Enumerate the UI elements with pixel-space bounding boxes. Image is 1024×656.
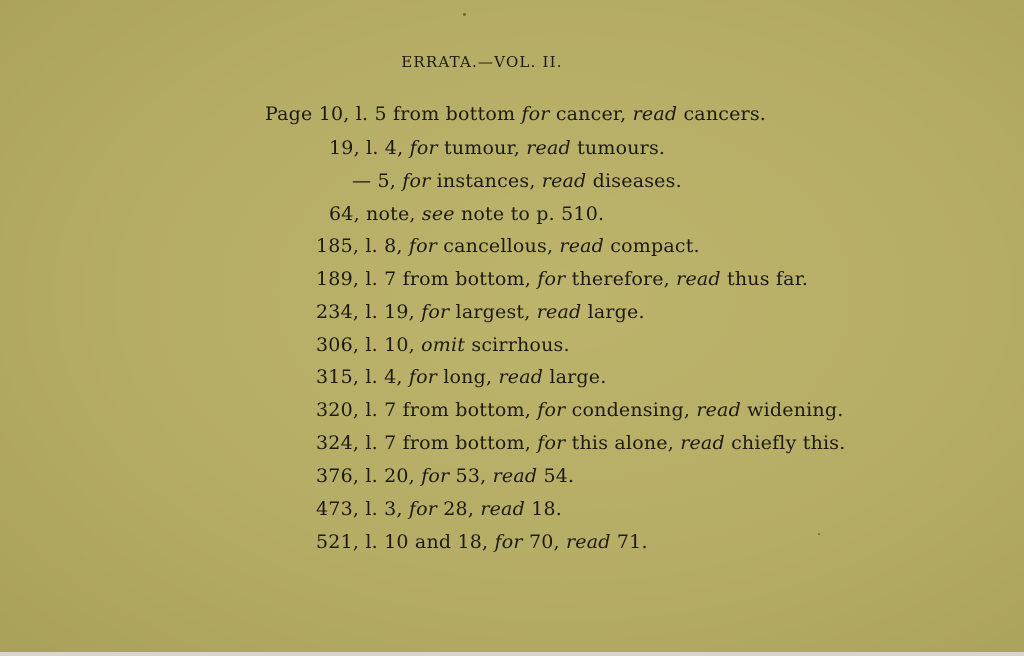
entry-instruction: read	[498, 366, 544, 388]
errata-entry	[265, 103, 766, 125]
entry-location: — 5,	[352, 170, 403, 192]
entry-correction: chiefly this.	[724, 432, 846, 454]
entry-instruction: for	[408, 366, 438, 388]
entry-original: tumour,	[437, 137, 527, 159]
errata-entry	[316, 334, 570, 356]
entry-original: 53,	[449, 465, 493, 487]
errata-entry	[316, 301, 645, 323]
entry-original: long,	[437, 366, 499, 388]
entry-original: note to p. 510.	[454, 203, 605, 225]
entry-correction: compact.	[604, 235, 700, 257]
entry-instruction: for	[537, 268, 566, 290]
entry-original: scirrhous.	[465, 334, 570, 356]
entry-instruction: for	[521, 103, 550, 125]
entry-instruction: read	[541, 170, 587, 192]
entry-instruction: read	[680, 432, 725, 454]
paper-speck	[818, 533, 820, 535]
errata-entry	[316, 399, 843, 421]
errata-entry	[316, 432, 846, 454]
entry-location: 19, l. 4,	[329, 137, 410, 159]
entry-instruction: read	[492, 465, 538, 487]
entry-original: condensing,	[565, 399, 697, 421]
entry-correction: 54.	[537, 465, 575, 487]
entry-location: 376, l. 20,	[316, 465, 422, 487]
entry-instruction: read	[696, 399, 741, 421]
entry-original: therefore,	[565, 268, 677, 290]
entry-correction: diseases.	[586, 170, 682, 192]
errata-entry	[352, 170, 682, 192]
errata-entry	[316, 498, 562, 520]
entry-instruction: for	[537, 432, 566, 454]
errata-entry	[316, 465, 574, 487]
entry-location: 521, l. 10 and 18,	[316, 531, 495, 553]
entry-instruction: for	[408, 498, 438, 520]
entry-instruction: for	[402, 170, 431, 192]
entry-instruction: for	[537, 399, 566, 421]
entry-correction: large.	[543, 366, 607, 388]
paper-speck	[463, 13, 466, 16]
entry-instruction: see	[421, 203, 455, 225]
entry-location: 64, note,	[329, 203, 422, 225]
entry-location: 473, l. 3,	[316, 498, 409, 520]
entry-instruction: read	[566, 531, 611, 553]
entry-original: 70,	[522, 531, 566, 553]
entry-correction: cancers.	[677, 103, 767, 125]
errata-entry	[329, 203, 604, 225]
entry-instruction: for	[494, 531, 523, 553]
page-title: ERRATA.—VOL. II.	[401, 53, 563, 71]
errata-entry	[316, 268, 808, 290]
entry-instruction: read	[632, 103, 678, 125]
entry-location: 189, l. 7 from bottom,	[316, 268, 538, 290]
entry-instruction: read	[526, 137, 571, 159]
entry-instruction: for	[408, 235, 438, 257]
entry-instruction: read	[480, 498, 525, 520]
entry-location: 185, l. 8,	[316, 235, 409, 257]
entry-original: this alone,	[565, 432, 681, 454]
entry-correction: large.	[581, 301, 645, 323]
entry-instruction: read	[559, 235, 605, 257]
page-bottom-edge	[0, 652, 1024, 656]
entry-location: 234, l. 19,	[316, 301, 422, 323]
entry-instruction: read	[676, 268, 721, 290]
entry-correction: 71.	[610, 531, 648, 553]
errata-entry	[316, 531, 648, 553]
entry-location: Page 10, l. 5 from bottom	[265, 103, 522, 125]
entry-instruction: for	[421, 465, 450, 487]
entry-location: 320, l. 7 from bottom,	[316, 399, 538, 421]
entry-instruction: for	[421, 301, 450, 323]
errata-entry	[316, 235, 700, 257]
entry-original: 28,	[437, 498, 481, 520]
entry-instruction: omit	[421, 334, 466, 356]
entry-original: cancellous,	[437, 235, 560, 257]
entry-location: 315, l. 4,	[316, 366, 409, 388]
entry-original: instances,	[430, 170, 542, 192]
entry-correction: widening.	[740, 399, 844, 421]
entry-original: cancer,	[549, 103, 633, 125]
entry-correction: tumours.	[570, 137, 666, 159]
errata-entry	[316, 366, 606, 388]
entry-correction: thus far.	[720, 268, 809, 290]
entry-instruction: read	[536, 301, 582, 323]
errata-entry	[329, 137, 665, 159]
entry-correction: 18.	[524, 498, 563, 520]
entry-location: 306, l. 10,	[316, 334, 422, 356]
entry-original: largest,	[449, 301, 537, 323]
entry-location: 324, l. 7 from bottom,	[316, 432, 538, 454]
entry-instruction: for	[409, 137, 438, 159]
